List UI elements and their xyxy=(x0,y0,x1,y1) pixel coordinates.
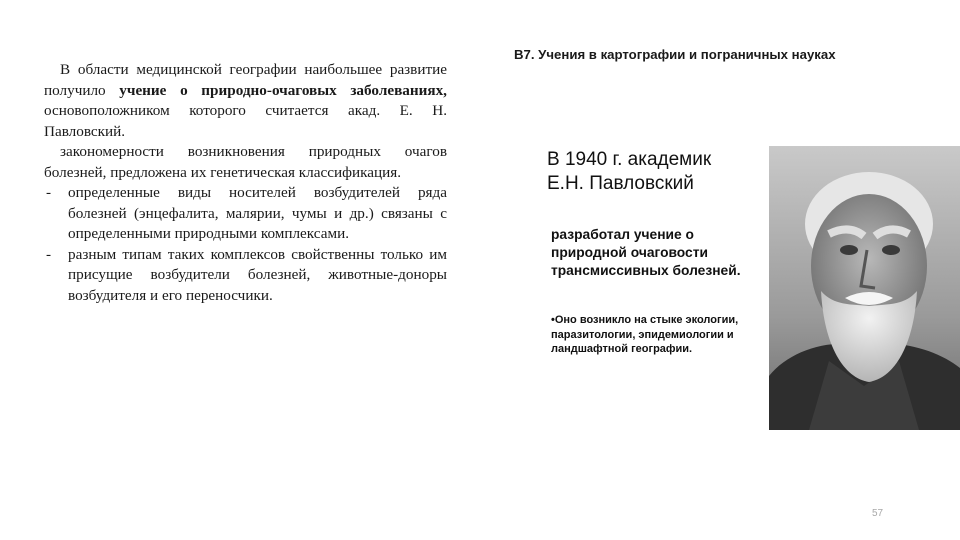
list-item-text: определенные виды носителей возбудителей ряда болезней (энцефалита, малярии, чумы и др.) связаны с определенными природными комплексами. xyxy=(68,184,447,242)
intro-text: В области медицинской географии наибольшее развитие получило xyxy=(44,61,447,99)
portrait-photo xyxy=(769,146,960,430)
page-number: 57 xyxy=(872,508,884,519)
panel-heading-line: Е.Н. Павловский xyxy=(547,173,694,194)
left-text-block xyxy=(44,60,447,306)
slide-title: В7. Учения в картографии и пограничных науках xyxy=(514,47,836,62)
paragraph-intro xyxy=(44,60,447,142)
panel-heading-line: В 1940 г. академик xyxy=(547,149,712,170)
list-marker: - xyxy=(46,184,52,201)
panel-heading xyxy=(547,148,767,196)
panel-note-text: •Оно возникло на стыке экологии, паразитологии, эпидемиологии и ландшафтной географии. xyxy=(551,314,739,355)
panel-body-text: разработал учение о природной очаговости трансмиссивных болезней. xyxy=(551,227,741,278)
intro-bold-text: учение о природно-очаговых заболеваниях, xyxy=(119,81,447,99)
intro-text-end: основоположником которого считается акад. Е. Н. Павловский. xyxy=(44,102,447,140)
paragraph-patterns: закономерности возникновения природных очагов болезней, предложена их генетическая классификация. xyxy=(44,143,447,181)
list-marker: - xyxy=(46,245,52,263)
list-item-text: разным типам таких комплексов свойственны только им присущие возбудители болезней, животные-доноры возбудителя и его переносчики. xyxy=(68,245,447,304)
portrait-panel xyxy=(545,146,960,430)
list-item xyxy=(44,245,447,307)
list-item xyxy=(44,183,447,245)
